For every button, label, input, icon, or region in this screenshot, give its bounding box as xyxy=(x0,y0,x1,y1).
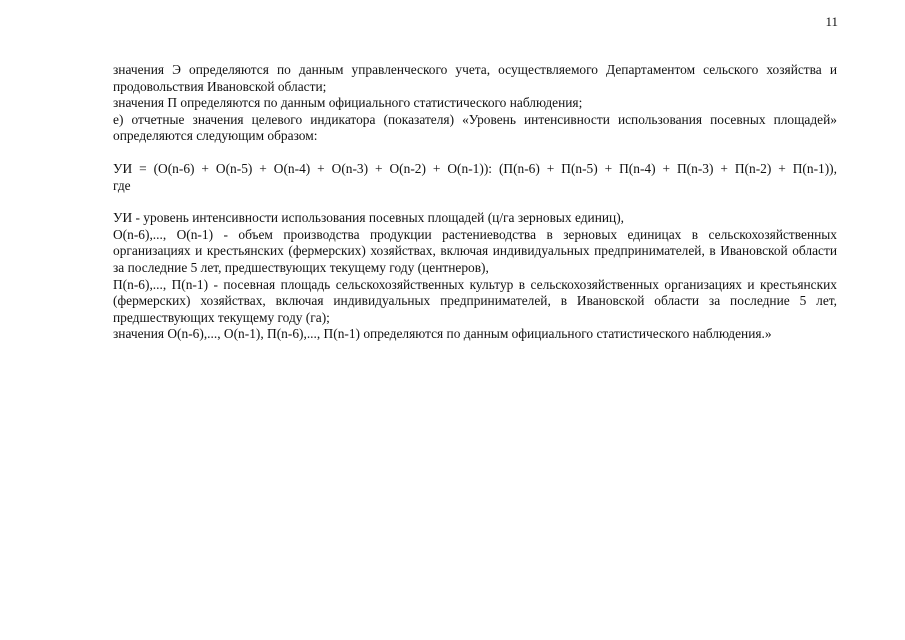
legend-o: О(n-6),..., О(n-1) - объем производства продукции растениеводства в зерновых единицах в сельскохозяйственных организациях и крестьянских (фермерских) хозяйствах, включая индивидуальных предпринимателей, в Ивановской области за последние 5 лет, предшествующих текущему году (центнеров), xyxy=(113,226,837,275)
legend-p: П(n-6),..., П(n-1) - посевная площадь сельскохозяйственных культур в сельскохозяйственных организациях и крестьянских (фермерских) хозяйствах, включая индивидуальных предпринимателей, в Ивановской области за последние 5 лет, предшествующих текущему году (га); xyxy=(113,276,837,325)
legend-ui: УИ - уровень интенсивности использования посевных площадей (ц/га зерновых единиц), xyxy=(113,210,625,226)
formula-block xyxy=(113,161,837,194)
formula-line: УИ = (О(n-6) + О(n-5) + О(n-4) + О(n-3) + О(n-2) + О(n-1)): (П(n-6) + П(n-5) + П(n-4) + П(n-3) + П(n-2) + П(n-1)), xyxy=(113,160,837,176)
formula-where: где xyxy=(113,177,131,193)
paragraph-values-p: значения П определяются по данным официального статистического наблюдения; xyxy=(113,95,583,111)
paragraph-values-e: значения Э определяются по данным управленческого учета, осуществляемого Департаментом сельского хозяйства и продовольствия Ивановской области; xyxy=(113,62,837,94)
document-body xyxy=(113,62,837,343)
formula-legend xyxy=(113,210,837,343)
paragraph-indicator-definition: е) отчетные значения целевого индикатора (показателя) «Уровень интенсивности использования посевных площадей» определяются следующим образом: xyxy=(113,111,837,144)
page-number: 11 xyxy=(825,14,838,29)
legend-sources: значения О(n-6),..., О(n-1), П(n-6),..., П(n-1) определяются по данным официального статистического наблюдения.» xyxy=(113,326,772,342)
